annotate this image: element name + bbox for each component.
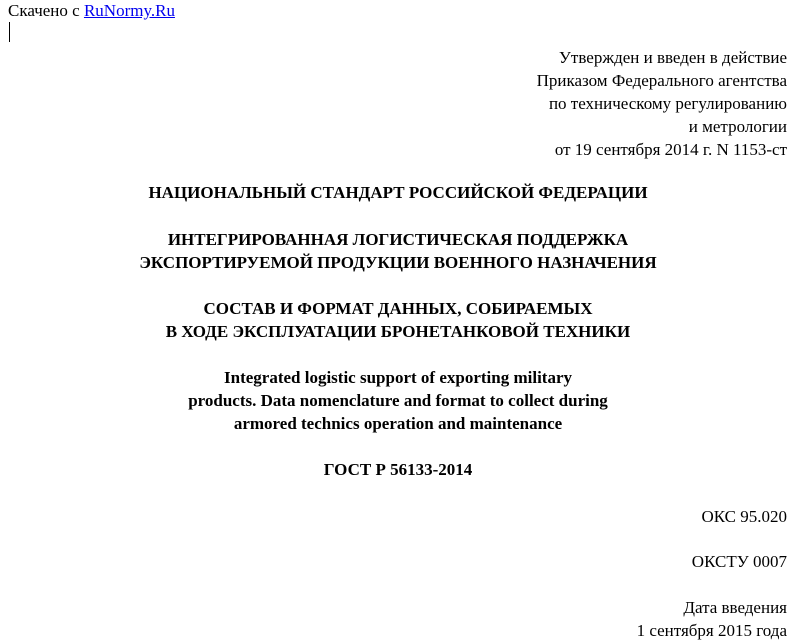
effective-date-value: 1 сентября 2015 года xyxy=(636,621,787,640)
okstu-code: ОКСТУ 0007 xyxy=(691,552,787,571)
standard-code xyxy=(0,458,790,481)
document-subtitle xyxy=(0,297,790,343)
english-title xyxy=(0,366,790,435)
national-standard-title xyxy=(0,181,790,204)
topic-title-line: ИНТЕГРИРОВАННАЯ ЛОГИСТИЧЕСКАЯ ПОДДЕРЖКА xyxy=(167,230,629,249)
approval-line: и метрологии xyxy=(688,117,787,136)
national-standard-title-text: НАЦИОНАЛЬНЫЙ СТАНДАРТ РОССИЙСКОЙ ФЕДЕРАЦИИ xyxy=(148,183,648,202)
document-subtitle-line: В ХОДЕ ЭКСПЛУАТАЦИИ БРОНЕТАНКОВОЙ ТЕХНИКИ xyxy=(165,322,631,341)
text-cursor xyxy=(9,22,10,42)
document-subtitle-line: СОСТАВ И ФОРМАТ ДАННЫХ, СОБИРАЕМЫХ xyxy=(203,299,593,318)
topic-title xyxy=(0,228,790,274)
english-title-line: armored technics operation and maintenance xyxy=(233,414,563,433)
english-title-line: products. Data nomenclature and format to collect during xyxy=(188,391,608,410)
oks-code: ОКС 95.020 xyxy=(701,507,787,526)
standard-code-text: ГОСТ Р 56133-2014 xyxy=(323,460,473,479)
source-line xyxy=(8,1,175,21)
topic-title-line: ЭКСПОРТИРУЕМОЙ ПРОДУКЦИИ ВОЕННОГО НАЗНАЧЕНИЯ xyxy=(139,253,657,272)
approval-line: Утвержден и введен в действие xyxy=(558,48,787,67)
approval-block xyxy=(537,46,787,161)
approval-line: Приказом Федерального агентства xyxy=(536,71,787,90)
source-link[interactable]: RuNormy.Ru xyxy=(83,1,175,20)
approval-line: по техническому регулированию xyxy=(548,94,787,113)
effective-date-label: Дата введения xyxy=(683,598,787,617)
english-title-line: Integrated logistic support of exporting military xyxy=(224,368,572,387)
approval-line: от 19 сентября 2014 г. N 1153-ст xyxy=(554,140,787,159)
source-prefix: Скачено с xyxy=(8,1,80,20)
